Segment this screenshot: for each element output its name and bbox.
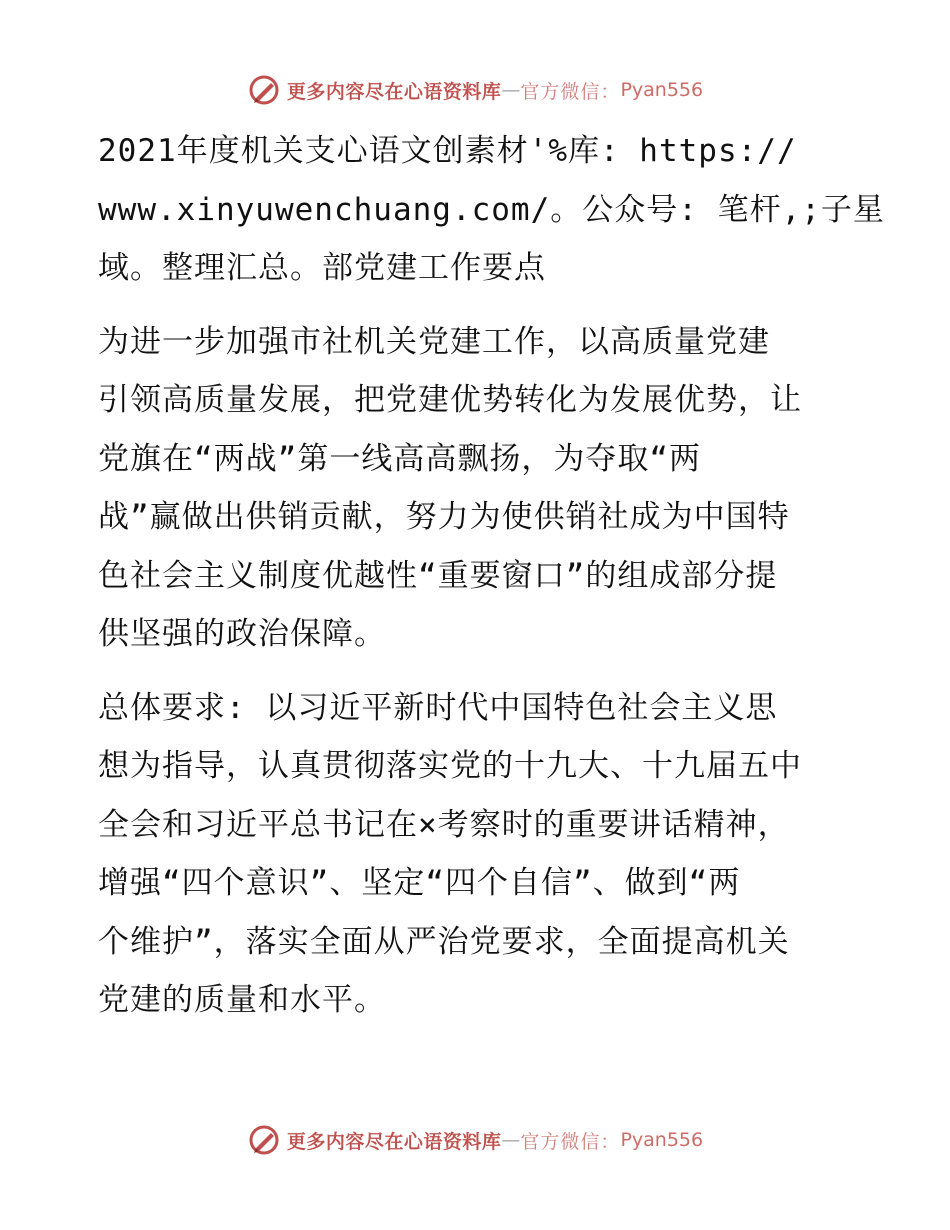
text-line: 域。整理汇总。部党建工作要点 <box>98 250 546 286</box>
text-line: 党旗在“两战”第一线高高飘扬，为夺取“两 <box>98 440 701 477</box>
banner-dash: — <box>501 1129 521 1151</box>
pen-logo-icon <box>247 1123 281 1157</box>
text-line: 总体要求: 以习近平新时代中国特色社会主义思 <box>98 689 778 726</box>
text-line: 增强“四个意识”、坚定“四个自信”、做到“两 <box>98 865 741 901</box>
paragraph-requirements <box>98 679 858 1030</box>
banner-wechat-label: 官方微信： <box>520 1130 621 1153</box>
text-line: 党建的质量和水平。 <box>98 982 386 1018</box>
text-line: 引领高质量发展，把党建优势转化为发展优势，让 <box>98 382 802 418</box>
paragraph-purpose <box>98 313 858 664</box>
text-line: www.xinyuwenchuang.com/。公众号: 笔杆,;子星 <box>98 191 885 228</box>
document-body <box>98 122 885 1030</box>
paragraph-intro <box>98 122 885 298</box>
banner-wechat-id: Pyan556 <box>620 1129 704 1151</box>
text-line: 供坚强的政治保障。 <box>98 616 386 652</box>
banner-wechat-id: Pyan556 <box>620 79 704 101</box>
banner-dash: — <box>501 79 521 101</box>
banner-wechat-label: 官方微信： <box>520 80 621 103</box>
text-line: 色社会主义制度优越性“重要窗口”的组成部分提 <box>98 557 778 594</box>
pen-logo-icon <box>247 73 281 107</box>
text-line: 2021年度机关支心语文创素材'%库: https:// <box>98 133 797 169</box>
text-line: 为进一步加强市社机关党建工作，以高质量党建 <box>98 323 770 360</box>
banner-main-text: 更多内容尽在心语资料库 <box>286 80 502 103</box>
text-line: 个维护”，落实全面从严治党要求，全面提高机关 <box>98 923 790 960</box>
text-line: 全会和习近平总书记在×考察时的重要讲话精神， <box>98 806 790 843</box>
banner-main-text: 更多内容尽在心语资料库 <box>286 1130 502 1153</box>
text-line: 战”赢做出供销贡献，努力为使供销社成为中国特 <box>98 499 790 535</box>
text-line: 想为指导，认真贯彻落实党的十九大、十九届五中 <box>98 748 802 784</box>
header-watermark-banner <box>0 70 950 110</box>
footer-watermark-banner <box>0 1120 950 1160</box>
